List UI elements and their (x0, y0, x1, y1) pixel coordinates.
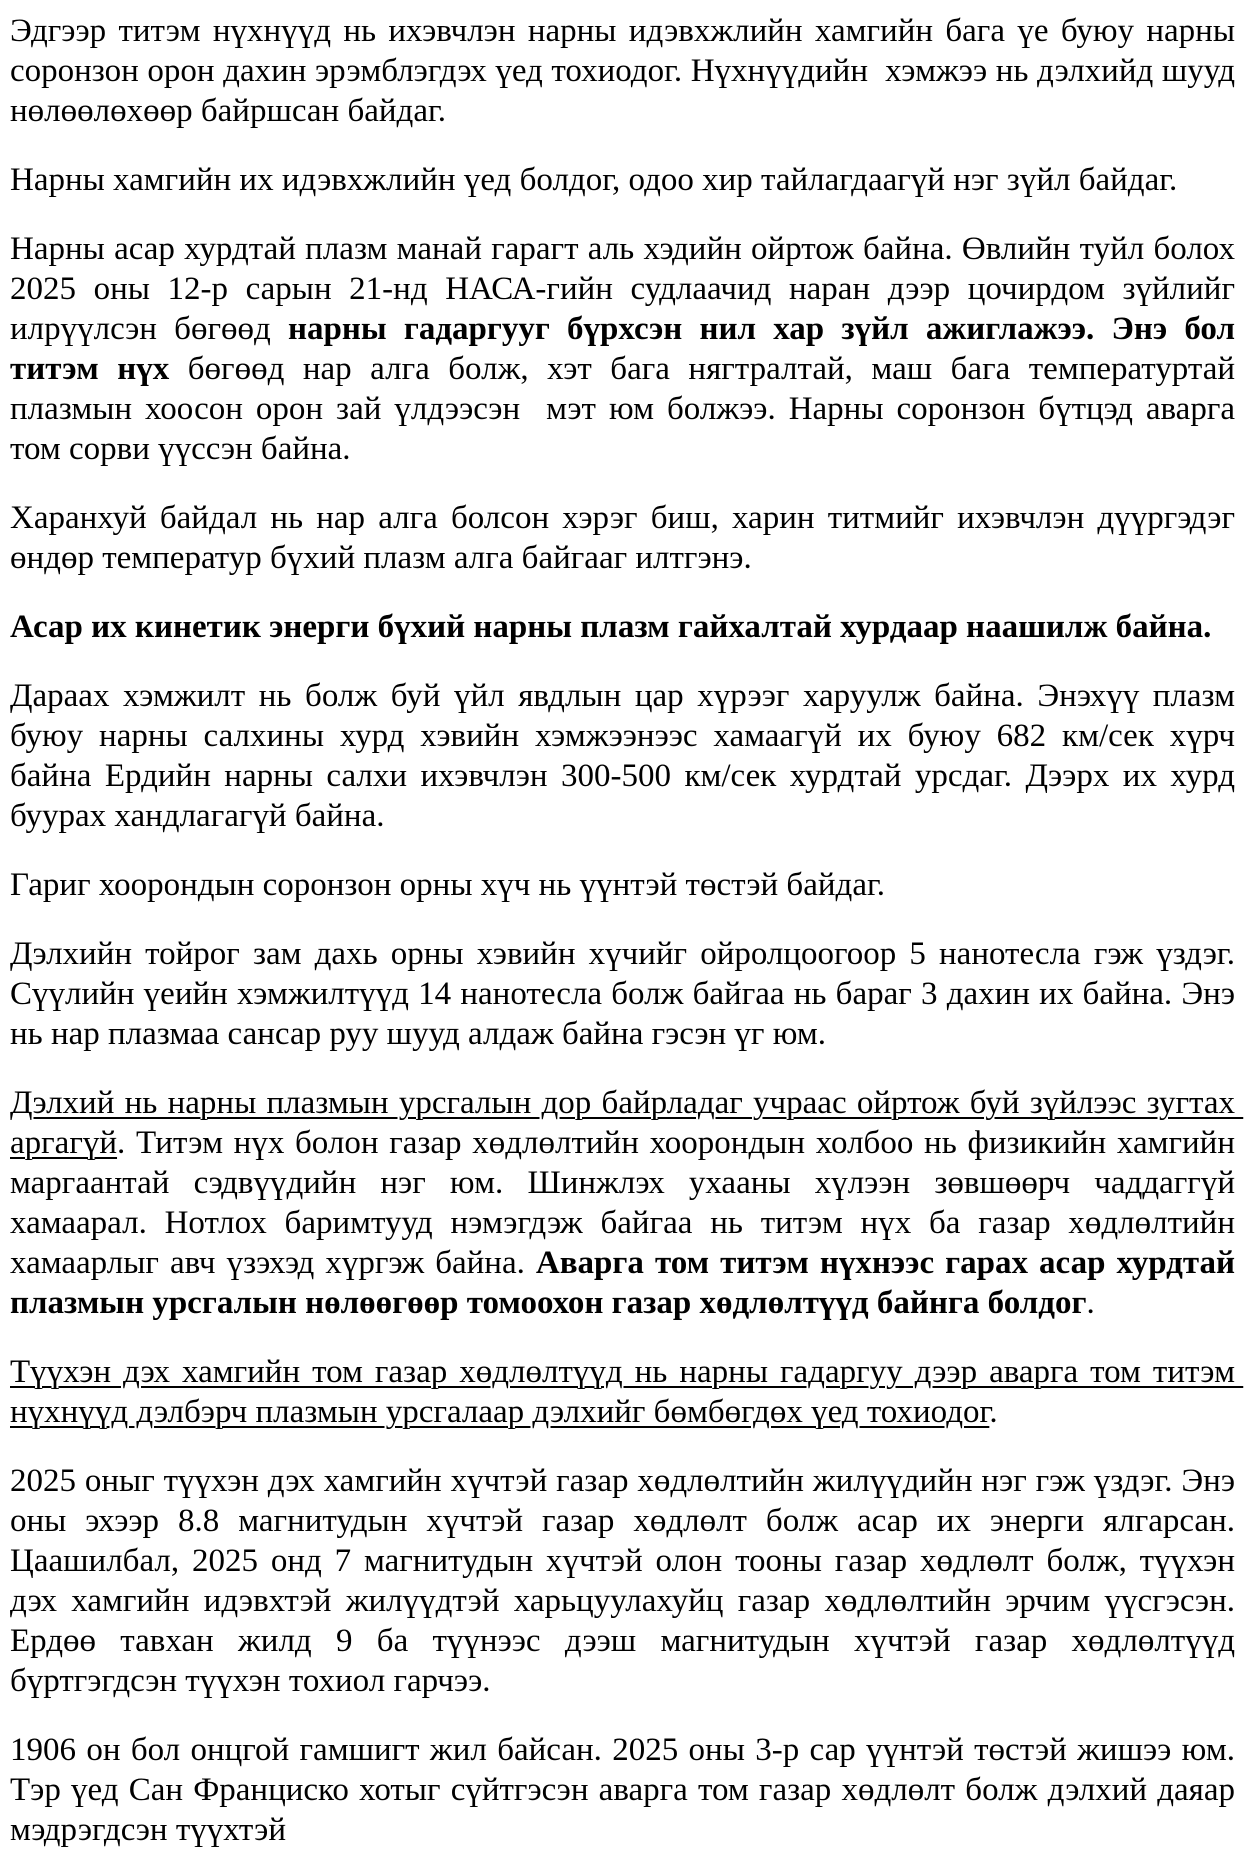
paragraph-7 (10, 865, 1235, 905)
text-run: Дэлхийн тойрог зам дахь орны хэвийн хүчийг ойролцоогоор 5 нанотесла гэж үздэг. Сүүлийн үеийн хэмжилтүүд 14 нанотесла болж байгаа нь бараг 3 дахин их байна. Энэ нь нар плазмаа сансар руу шууд алдаж байна гэсэн үг юм. (10, 936, 1244, 1052)
text-run: Тэр үед Сан Франциско хотыг сүйтгэсэн аварга том газар хөдлөлт болж дэлхий даяар мэдрэгдсэн түүхтэй (10, 1772, 1244, 1848)
underlined-text-run: Дэлхий нь нарны плазмын урсгалын дор байрладаг учраас ойртож буй зүйлээс зугтах аргагүй (10, 1085, 1244, 1161)
paragraph-6 (10, 676, 1244, 836)
text-run: Нарны асар хурдтай плазм манай гарагт аль хэдийн ойртож байна. Өвлийн туйл болох 2025 оны 12-р сарын 21-нд НАСА-гийн судлаачид наран дээр цочирдом зүйлийг илрүүлсэн бөгөөд (10, 231, 1244, 347)
paragraph-5 (10, 607, 1235, 647)
text-run: 2025 оныг түүхэн дэх хамгийн хүчтэй газар хөдлөлтийн жилүүдийн нэг гэж үздэг. Энэ оны эхээр 8.8 магнитудын хүчтэй газар хөдлөлт болж асар их энерги ялгарсан. Цаашилбал, 2025 онд 7 магнитудын хүчтэй олон тооны газар хөдлөлт болж, түүхэн дэх хамгийн идэвхтэй жилүүдтэй харьцуулахуйц газар хөдлөлтийн эрчим үүсгэсэн. Ердөө тавхан жилд 9 ба түүнээс дээш магнитудын хүчтэй газар хөдлөлтүүд бүртгэгдсэн түүхэн тохиол гарчээ. (10, 1463, 1244, 1699)
paragraph-10 (10, 1352, 1244, 1432)
paragraph-9 (10, 1083, 1244, 1323)
paragraph-8 (10, 934, 1244, 1054)
bold-text-run: Аварга том титэм нүхнээс гарах асар хурдтай плазмын урсгалын нөлөөгөөр томоохон газар хөдлөлтүүд байнга болдог (10, 1245, 1244, 1321)
text-run: 1906 он бол онцгой гамшигт жил байсан. 2025 оны 3-р сар үүнтэй төстэй жишээ юм. (10, 1732, 1244, 1768)
paragraph-12 (10, 1730, 1244, 1850)
text-run: . (989, 1394, 998, 1430)
text-run: . Титэм нүх болон газар хөдлөлтийн хоорондын холбоо нь физикийн хамгийн маргаантай сэдвүүдийн нэг юм. Шинжлэх ухааны хүлээн зөвшөөрч чаддаггүй хамаарал. Нотлох баримтууд нэмэгдэж байгаа нь титэм нүх ба газар хөдлөлтийн хамаарлыг авч үзэхэд хүргэж байна. (10, 1125, 1244, 1281)
paragraph-11 (10, 1461, 1244, 1701)
underlined-text-run: Түүхэн дэх хамгийн том газар хөдлөлтүүд нь нарны гадаргуу дээр аварга том титэм нүхнүүд дэлбэрч плазмын урсгалаар дэлхийг бөмбөгдөх үед тохиодог (10, 1354, 1244, 1430)
text-run: бөгөөд нар алга болж, хэт бага нягтралтай, маш бага температуртай плазмын хоосон орон зай үлдээсэн мэт юм болжээ. Нарны соронзон бүтцэд аварга том сорви үүссэн байна. (10, 351, 1244, 467)
paragraph-3 (10, 229, 1244, 469)
text-run: Дараах хэмжилт нь болж буй үйл явдлын цар хүрээг харуулж байна. Энэхүү плазм буюу нарны салхины хурд хэвийн хэмжээнээс хамаагүй их буюу 682 км/сек хүрч байна Ердийн нарны салхи ихэвчлэн 300-500 км/сек хурдтай урсдаг. Дээрх их хурд буурах хандлагагүй байна. (10, 678, 1244, 834)
text-run: Гариг хоорондын соронзон орны хүч нь үүнтэй төстэй байдаг. (10, 867, 886, 903)
text-run: Харанхуй байдал нь нар алга болсон хэрэг биш, харин титмийг ихэвчлэн дүүргэдэг өндөр температур бүхий плазм алга байгааг илтгэнэ. (10, 500, 1244, 576)
bold-text-run: нарны гадаргууг бүрхсэн нил хар зүйл ажиглажээ. Энэ бол титэм нүх (10, 311, 1244, 387)
text-run: Нарны хамгийн их идэвхжлийн үед болдог, одоо хир тайлагдаагүй нэг зүйл байдаг. (10, 162, 1178, 198)
bold-text-run: Асар их кинетик энерги бүхий нарны плазм гайхалтай хурдаар наашилж байна. (10, 609, 1212, 645)
text-run: Эдгээр титэм нүхнүүд нь ихэвчлэн нарны идэвхжлийн хамгийн бага үе буюу нарны соронзон орон дахин эрэмблэгдэх үед тохиодог. Нүхнүүдийн хэмжээ нь дэлхийд шууд нөлөөлөхөөр байршсан байдаг. (10, 13, 1244, 129)
paragraph-1 (10, 11, 1244, 131)
paragraph-2 (10, 160, 1235, 200)
paragraph-4 (10, 498, 1244, 578)
text-run: . (1086, 1285, 1095, 1321)
